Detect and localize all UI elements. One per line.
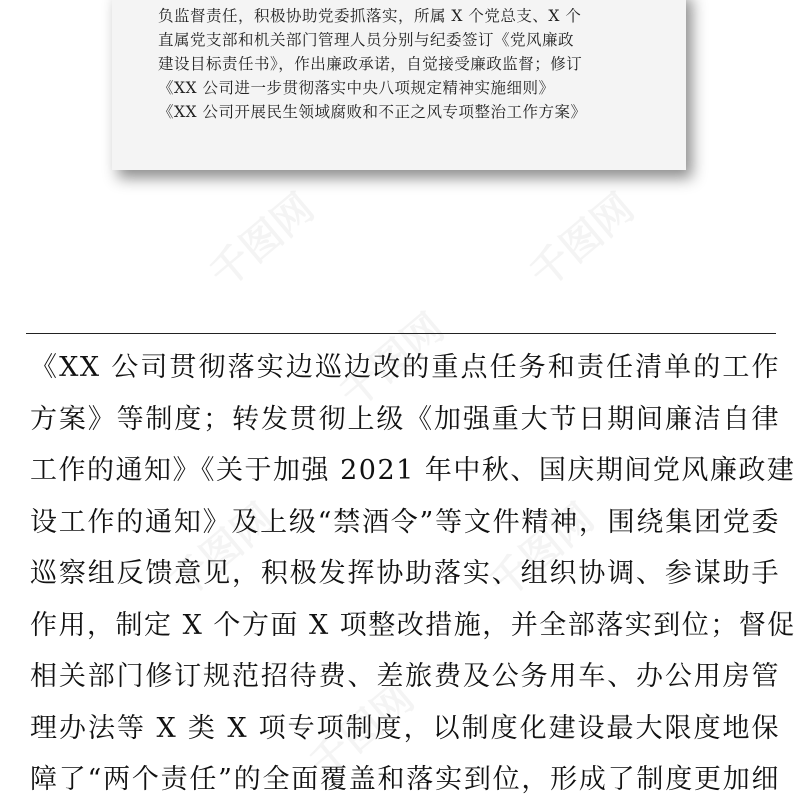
paragraph-line: 障了“两个责任”的全面覆盖和落实到位，形成了制度更加细 bbox=[30, 764, 780, 795]
preview-line: 建设目标责任书》，作出廉政承诺，自觉接受廉政监督；修订 bbox=[158, 55, 583, 73]
section-divider bbox=[26, 333, 776, 334]
paragraph-line: 相关部门修订规范招待费、差旅费及公务用车、办公用房管 bbox=[30, 661, 780, 692]
paragraph-line: 工作的通知》《关于加强 2021 年中秋、国庆期间党风廉政建 bbox=[30, 455, 796, 486]
paragraph-line: 理办法等 X 类 X 项专项制度，以制度化建设最大限度地保 bbox=[30, 712, 780, 744]
paragraph-line: 巡察组反馈意见，积极发挥协助落实、组织协调、参谋助手 bbox=[30, 558, 780, 589]
preview-paragraph bbox=[158, 4, 658, 124]
preview-line: 直属党支部和机关部门管理人员分别与纪委签订《党风廉政 bbox=[158, 31, 575, 49]
watermark bbox=[196, 178, 325, 299]
document-page-preview bbox=[112, 0, 686, 170]
paragraph-line: 作用，制定 X 个方面 X 项整改措施，并全部落实到位；督促 bbox=[30, 609, 796, 641]
paragraph-line: 设工作的通知》及上级“禁酒令”等文件精神，围绕集团党委 bbox=[30, 506, 780, 538]
main-paragraph bbox=[30, 342, 796, 800]
paragraph-line: 方案》等制度；转发贯彻上级《加强重大节日期间廉洁自律 bbox=[30, 403, 780, 435]
preview-line: 《XX 公司开展民生领域腐败和不正之风专项整治工作方案》 bbox=[158, 103, 587, 121]
preview-line: 《XX 公司进一步贯彻落实中央八项规定精神实施细则》 bbox=[158, 79, 555, 97]
paragraph-line: 《XX 公司贯彻落实边巡边改的重点任务和责任清单的工作 bbox=[30, 352, 780, 383]
preview-line: 负监督责任，积极协助党委抓落实，所属 X 个党总支、X 个 bbox=[158, 7, 582, 25]
watermark bbox=[516, 178, 645, 299]
